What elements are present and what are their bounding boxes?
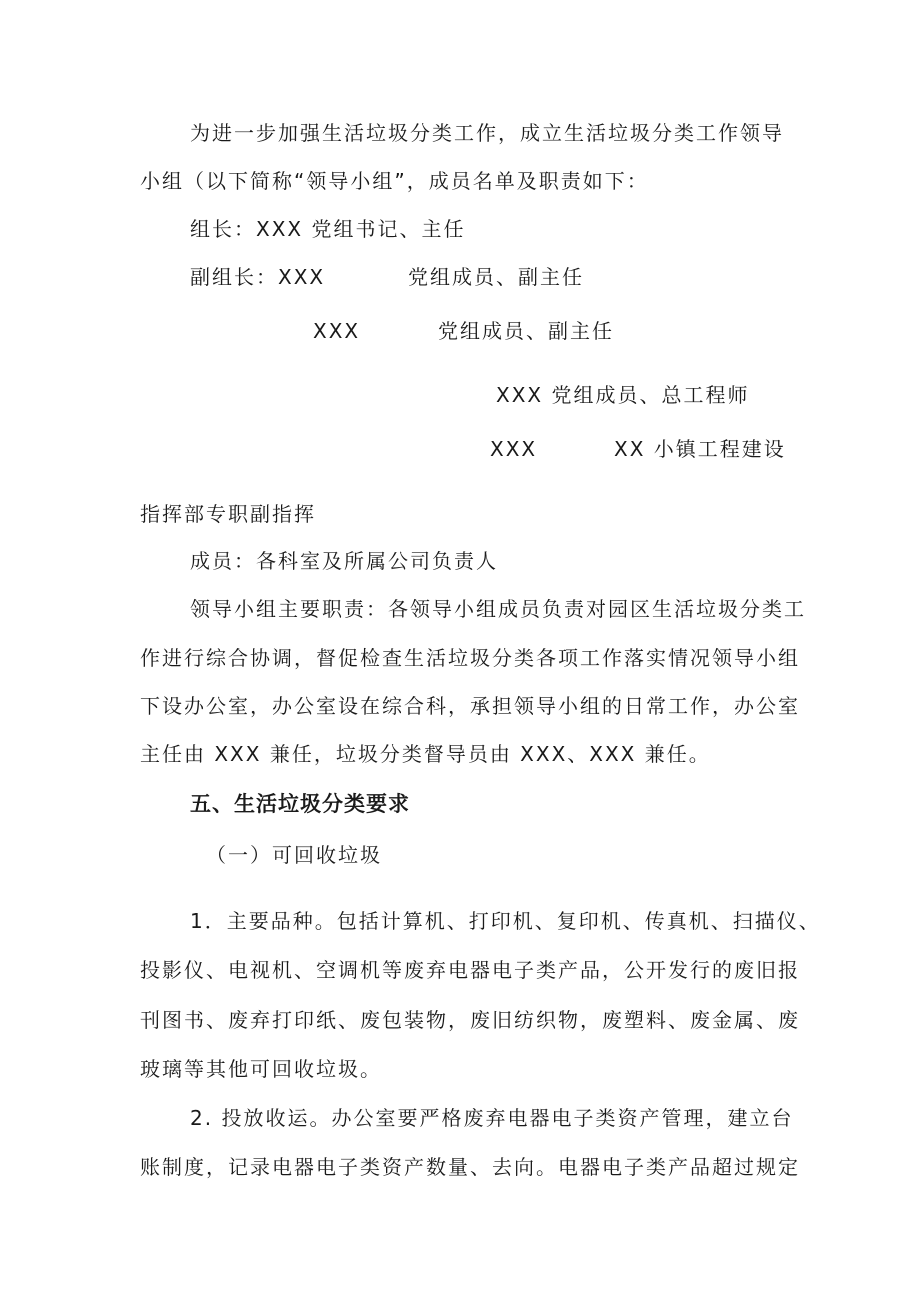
item-1-line-1: 1．主要品种。包括计算机、打印机、复印机、传真机、扫描仪、 — [190, 909, 821, 933]
deputy-4-role: XX 小镇工程建设 — [614, 437, 786, 461]
intro-line-1: 为进一步加强生活垃圾分类工作，成立生活垃圾分类工作领导 — [190, 121, 784, 145]
duties-line-3: 下设办公室，办公室设在综合科，承担领导小组的日常工作，办公室 — [140, 694, 800, 718]
duties-line-2: 作进行综合协调，督促检查生活垃圾分类各项工作落实情况领导小组 — [140, 646, 800, 670]
item-1-line-2: 投影仪、电视机、空调机等废弃电器电子类产品，公开发行的废旧报 — [140, 958, 800, 982]
deputy-label: 副组长：XXX — [190, 265, 326, 289]
leader-line: 组长：XXX 党组书记、主任 — [190, 217, 466, 241]
section-5-heading: 五、生活垃圾分类要求 — [190, 792, 410, 816]
subsection-1-heading: （一）可回收垃圾 — [206, 843, 382, 867]
duties-line-4: 主任由 XXX 兼任，垃圾分类督导员由 XXX、XXX 兼任。 — [140, 742, 711, 766]
deputy-1-role: 党组成员、副主任 — [408, 265, 584, 289]
intro-line-2: 小组（以下简称“领导小组”，成员名单及职责如下： — [140, 169, 649, 193]
item-1-line-4: 玻璃等其他可回收垃圾。 — [140, 1057, 382, 1081]
item-1-line-3: 刊图书、废弃打印纸、废包装物，废旧纺织物，废塑料、废金属、废 — [140, 1008, 800, 1032]
deputy-4-name: XXX — [490, 437, 538, 461]
item-2-line-2: 账制度，记录电器电子类资产数量、去向。电器电子类产品超过规定 — [140, 1155, 800, 1179]
deputy-3-line: XXX 党组成员、总工程师 — [496, 383, 750, 407]
deputy-4-role-continued: 指挥部专职副指挥 — [140, 502, 316, 526]
members-line: 成员：各科室及所属公司负责人 — [190, 549, 498, 573]
item-2-line-1: 2. 投放收运。办公室要严格废弃电器电子类资产管理，建立台 — [190, 1106, 794, 1130]
deputy-2-role: 党组成员、副主任 — [438, 319, 614, 343]
deputy-2-name: XXX — [313, 319, 361, 343]
duties-line-1: 领导小组主要职责：各领导小组成员负责对园区生活垃圾分类工 — [190, 597, 806, 621]
